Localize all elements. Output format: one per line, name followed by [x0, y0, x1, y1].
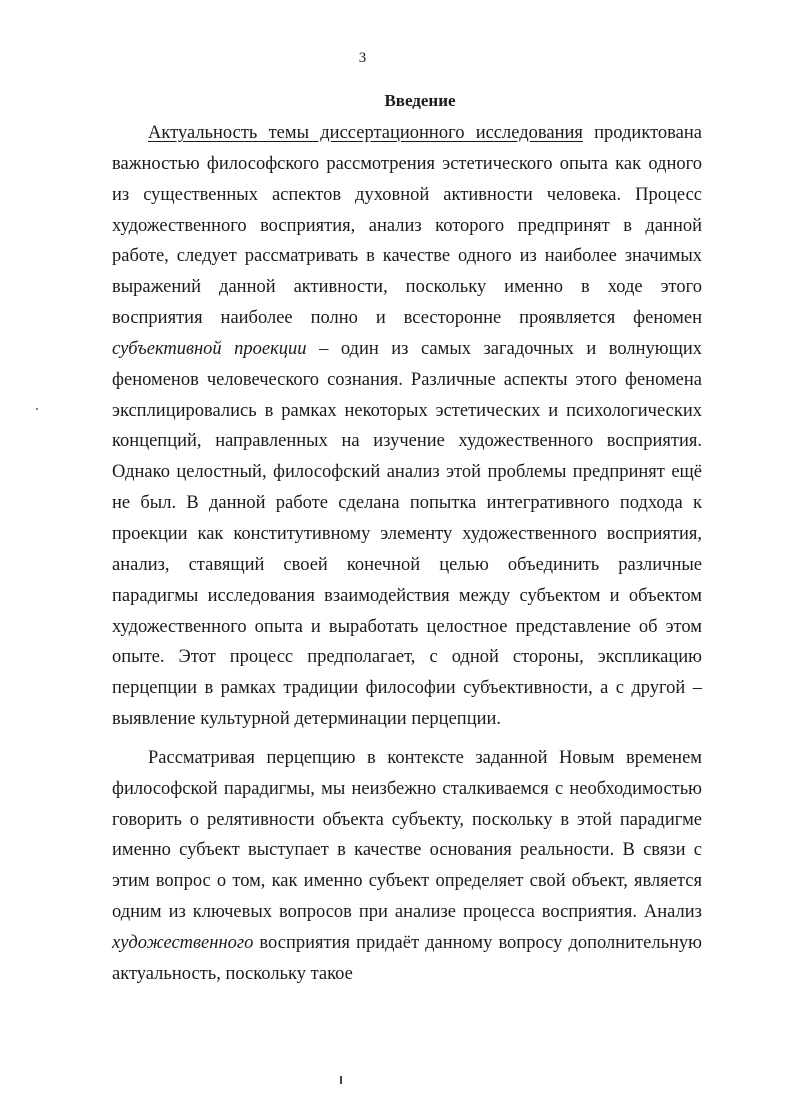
scan-mark — [340, 1076, 342, 1084]
paragraph-2-text-a: Рассматривая перцепцию в контексте заданной Новым временем философской парадигмы, мы неизбежно сталкиваемся с необходимостью говорить о релятивности объекта субъекту, поскольку в этой парадигме именно субъект выступает в качестве основания реальности. В связи с этим вопрос о том, как именно субъект определяет свой объект, является одним из ключевых вопросов при анализе процесса восприятия. Анализ — [112, 747, 702, 923]
paragraph-2 — [112, 743, 702, 990]
paragraph-1 — [112, 118, 702, 735]
page-number: 3 — [358, 50, 367, 66]
italic-term: художественного — [112, 932, 254, 953]
scan-speck — [36, 408, 38, 410]
paragraph-1-text-a: продиктована важностью философского рассмотрения эстетического опыта как одного из существенных аспектов духовной активности человека. Процесс художественного восприятия, анализ которого предпринят в данной работе, следует рассматривать в качестве одного из наиболее значимых выражений данной активности, поскольку именно в ходе этого восприятия наиболее полно и всесторонне проявляется феномен — [112, 123, 702, 329]
italic-term: субъективной проекции — [112, 338, 307, 359]
paragraph-1-text-b: – один из самых загадочных и волнующих феноменов человеческого сознания. Различные аспекты этого феномена эксплицировались в рамках некоторых эстетических и психологических концепций, направленных на изучение художественного восприятия. Однако целостный, философский анализ этой проблемы предпринят ещё не был. В данной работе сделана попытка интегративного подхода к проекции как конститутивному элементу художественного восприятия, анализ, ставящий своей конечной целью объединить различные парадигмы исследования взаимодействия между субъектом и объектом художественного опыта и выработать целостное представление об этом опыте. Этот процесс предполагает, с одной стороны, экспликацию перцепции в рамках традиции философии субъективности, а с другой – выявление культурной детерминации перцепции. — [112, 338, 702, 730]
underlined-phrase: Актуальность темы диссертационного исследования — [148, 123, 583, 143]
page-heading: Введение — [384, 91, 456, 110]
paragraph-2-text-b: восприятия придаёт данному вопросу дополнительную актуальность, поскольку такое — [112, 932, 702, 984]
body-text — [112, 118, 702, 990]
